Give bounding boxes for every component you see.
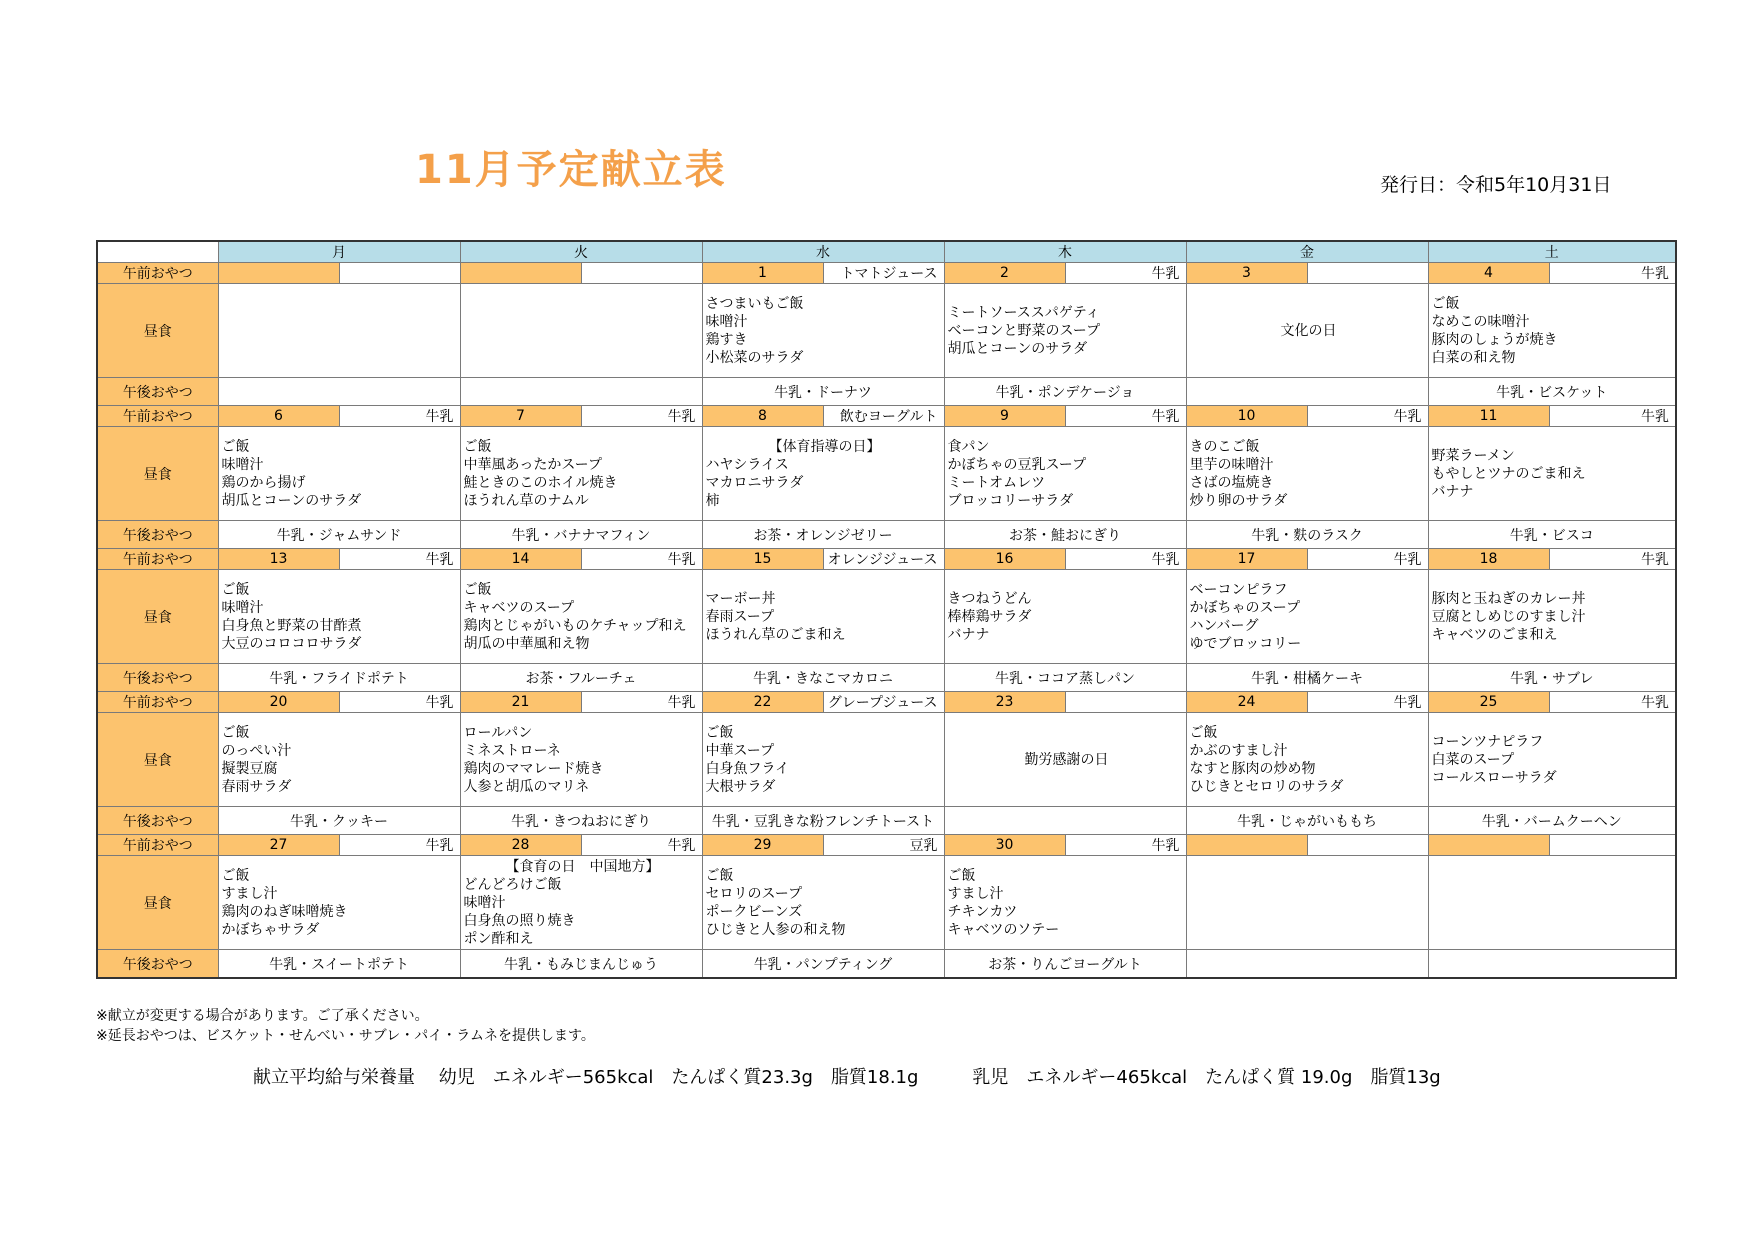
day-header-thu: 木	[944, 241, 1186, 263]
lunch-cell	[218, 713, 460, 807]
pm-snack: 牛乳・ビスケット	[1428, 378, 1676, 406]
lunch-item: 鶏すき	[705, 331, 748, 348]
pm-snack: 牛乳・ドーナツ	[702, 378, 944, 406]
lunch-item: 白菜のスープ	[1431, 751, 1515, 768]
pm-snack	[944, 807, 1186, 835]
lunch-item: ご飯	[221, 581, 250, 598]
date-number: 1	[702, 263, 823, 284]
row-label-pm: 午後おやつ	[97, 521, 218, 549]
date-number: 3	[1186, 263, 1307, 284]
date-number: 23	[944, 692, 1065, 713]
row-label-pm: 午後おやつ	[97, 378, 218, 406]
lunch-item: 炒り卵のサラダ	[1189, 492, 1288, 509]
lunch-item: 鶏肉とじゃがいものケチャップ和え	[463, 617, 687, 634]
lunch-item: バナナ	[947, 626, 990, 643]
lunch-cell	[1428, 427, 1676, 521]
pm-snack: 牛乳・ジャムサンド	[218, 521, 460, 549]
pm-snack-row	[97, 950, 1676, 979]
date-number: 16	[944, 549, 1065, 570]
lunch-row	[97, 713, 1676, 807]
lunch-item: 人参と胡瓜のマリネ	[463, 778, 590, 795]
lunch-item: バナナ	[1431, 483, 1474, 500]
issue-date: 発行日：令和5年10月31日	[1380, 174, 1612, 196]
lunch-item: ひじきと人参の和え物	[705, 921, 846, 938]
pm-snack	[460, 378, 702, 406]
pm-snack-row	[97, 378, 1676, 406]
lunch-item: 味噌汁	[705, 313, 748, 330]
am-snack-row	[97, 692, 1676, 713]
lunch-item: ミートオムレツ	[947, 474, 1046, 491]
lunch-item: キャベツのごま和え	[1431, 626, 1558, 643]
lunch-item: 味噌汁	[463, 894, 506, 911]
pm-snack	[1186, 378, 1428, 406]
pm-snack: 牛乳・パンプティング	[702, 950, 944, 979]
lunch-item: ご飯	[1431, 295, 1460, 312]
lunch-cell	[460, 284, 702, 378]
lunch-cell	[944, 570, 1186, 664]
lunch-item: きのこご飯	[1189, 438, 1260, 455]
lunch-item: 胡瓜とコーンのサラダ	[221, 492, 362, 509]
lunch-item: 大豆のコロコロサラダ	[221, 635, 362, 652]
lunch-item: ご飯	[705, 724, 734, 741]
corner-cell	[97, 241, 218, 263]
date-number: 21	[460, 692, 581, 713]
lunch-cell	[460, 570, 702, 664]
lunch-item: ご飯	[221, 724, 250, 741]
date-number: 24	[1186, 692, 1307, 713]
pm-snack: 牛乳・ココア蒸しパン	[944, 664, 1186, 692]
lunch-row	[97, 856, 1676, 950]
pm-snack: 牛乳・サブレ	[1428, 664, 1676, 692]
lunch-cell	[702, 856, 944, 950]
pm-snack-row	[97, 664, 1676, 692]
lunch-item: ロールパン	[463, 724, 533, 741]
lunch-cell	[944, 713, 1186, 807]
lunch-item: 大根サラダ	[705, 778, 776, 795]
lunch-cell	[702, 570, 944, 664]
row-label-am: 午前おやつ	[97, 549, 218, 570]
lunch-item: ご飯	[947, 867, 976, 884]
lunch-item: 春雨サラダ	[221, 778, 292, 795]
lunch-item: ご飯	[221, 867, 250, 884]
date-number: 28	[460, 835, 581, 856]
lunch-item: 鮭ときのこのホイル焼き	[463, 474, 618, 491]
day-header-wed: 水	[702, 241, 944, 263]
row-label-pm: 午後おやつ	[97, 664, 218, 692]
lunch-item: なめこの味噌汁	[1431, 313, 1530, 330]
row-label-lunch: 昼食	[97, 570, 218, 664]
lunch-item: 中華スープ	[705, 742, 775, 759]
lunch-item: ご飯	[463, 581, 492, 598]
pm-snack: お茶・りんごヨーグルト	[944, 950, 1186, 979]
am-snack: 牛乳	[1549, 263, 1676, 284]
lunch-item: かぼちゃの豆乳スープ	[947, 456, 1087, 473]
date-number: 20	[218, 692, 339, 713]
am-snack-row	[97, 835, 1676, 856]
pm-snack	[218, 378, 460, 406]
pm-snack: 牛乳・スイートポテト	[218, 950, 460, 979]
am-snack: 牛乳	[581, 835, 702, 856]
am-snack: 牛乳	[339, 549, 460, 570]
lunch-item: ご飯	[221, 438, 250, 455]
lunch-item: ブロッコリーサラダ	[947, 492, 1074, 509]
date-number	[1428, 835, 1549, 856]
am-snack: 牛乳	[581, 692, 702, 713]
am-snack-row	[97, 263, 1676, 284]
pm-snack: 牛乳・フライドポテト	[218, 664, 460, 692]
lunch-item: 食パン	[947, 438, 990, 455]
pm-snack: 牛乳・クッキー	[218, 807, 460, 835]
lunch-cell	[1428, 713, 1676, 807]
date-number: 29	[702, 835, 823, 856]
date-number: 17	[1186, 549, 1307, 570]
lunch-item: 鶏肉のねぎ味噌焼き	[221, 903, 348, 920]
day-header-fri: 金	[1186, 241, 1428, 263]
lunch-item: 胡瓜とコーンのサラダ	[947, 340, 1088, 357]
lunch-item: すまし汁	[947, 885, 1004, 902]
lunch-cell	[1186, 427, 1428, 521]
am-snack	[581, 263, 702, 284]
lunch-item: 胡瓜の中華風和え物	[463, 635, 590, 652]
lunch-item: 白身魚フライ	[705, 760, 790, 777]
date-number: 10	[1186, 406, 1307, 427]
row-label-lunch: 昼食	[97, 713, 218, 807]
am-snack-row	[97, 549, 1676, 570]
lunch-item: 白身魚と野菜の甘酢煮	[221, 617, 362, 634]
day-header-row	[97, 241, 1676, 263]
lunch-cell	[1428, 284, 1676, 378]
am-snack: 牛乳	[1549, 406, 1676, 427]
lunch-item: きつねうどん	[947, 590, 1032, 607]
pm-snack: 牛乳・きなこマカロニ	[702, 664, 944, 692]
row-label-am: 午前おやつ	[97, 835, 218, 856]
am-snack	[339, 263, 460, 284]
lunch-item: ほうれん草のごま和え	[705, 626, 846, 643]
date-number: 6	[218, 406, 339, 427]
lunch-item: 豚肉のしょうが焼き	[1431, 331, 1558, 348]
lunch-item: ご飯	[463, 438, 492, 455]
am-snack: 飲むヨーグルト	[823, 406, 944, 427]
lunch-item: ほうれん草のナムル	[463, 492, 589, 509]
day-header-mon: 月	[218, 241, 460, 263]
date-number: 4	[1428, 263, 1549, 284]
lunch-item: 野菜ラーメン	[1431, 447, 1515, 464]
lunch-item: さつまいもご飯	[705, 295, 804, 312]
pm-snack: 牛乳・じゃがいももち	[1186, 807, 1428, 835]
pm-snack-row	[97, 521, 1676, 549]
row-label-pm: 午後おやつ	[97, 950, 218, 979]
lunch-item: 豆腐としめじのすまし汁	[1431, 608, 1586, 625]
lunch-item: ミネストローネ	[463, 742, 561, 759]
date-number	[218, 263, 339, 284]
lunch-cell	[1428, 570, 1676, 664]
am-snack: 牛乳	[1065, 406, 1186, 427]
lunch-item: かぶのすまし汁	[1189, 742, 1288, 759]
lunch-item: 勤労感謝の日	[1024, 751, 1109, 768]
lunch-cell	[218, 856, 460, 950]
lunch-item: 棒棒鶏サラダ	[947, 608, 1032, 625]
lunch-item: 【食育の日 中国地方】	[505, 858, 660, 875]
lunch-item: ご飯	[1189, 724, 1218, 741]
am-snack: 牛乳	[1549, 692, 1676, 713]
lunch-item: マーボー丼	[705, 590, 776, 607]
am-snack: 牛乳	[1065, 835, 1186, 856]
am-snack: 牛乳	[339, 692, 460, 713]
lunch-item: もやしとツナのごま和え	[1431, 465, 1586, 482]
pm-snack: 牛乳・柑橘ケーキ	[1186, 664, 1428, 692]
lunch-item: どんどろけご飯	[463, 876, 562, 893]
pm-snack	[1186, 950, 1428, 979]
day-header-sat: 土	[1428, 241, 1676, 263]
row-label-pm: 午後おやつ	[97, 807, 218, 835]
am-snack	[1307, 835, 1428, 856]
menu-table	[96, 240, 1677, 979]
row-label-am: 午前おやつ	[97, 692, 218, 713]
lunch-cell	[944, 856, 1186, 950]
lunch-item: のっぺい汁	[221, 742, 292, 759]
row-label-lunch: 昼食	[97, 856, 218, 950]
row-label-am: 午前おやつ	[97, 406, 218, 427]
pm-snack: お茶・フルーチェ	[460, 664, 702, 692]
lunch-item: セロリのスープ	[705, 885, 803, 902]
lunch-item: ポン酢和え	[463, 930, 534, 947]
row-label-am: 午前おやつ	[97, 263, 218, 284]
date-number: 9	[944, 406, 1065, 427]
am-snack	[1549, 835, 1676, 856]
lunch-cell	[702, 713, 944, 807]
date-number	[460, 263, 581, 284]
lunch-item: コールスローサラダ	[1431, 769, 1557, 786]
lunch-item: 豚肉と玉ねぎのカレー丼	[1431, 590, 1586, 607]
pm-snack: お茶・鮭おにぎり	[944, 521, 1186, 549]
lunch-cell	[218, 427, 460, 521]
lunch-item: 柿	[705, 492, 720, 509]
notes	[96, 1006, 595, 1046]
date-number: 15	[702, 549, 823, 570]
lunch-cell	[460, 427, 702, 521]
lunch-cell	[1186, 570, 1428, 664]
date-number: 25	[1428, 692, 1549, 713]
pm-snack: 牛乳・ビスコ	[1428, 521, 1676, 549]
date-number: 7	[460, 406, 581, 427]
lunch-item: チキンカツ	[947, 903, 1018, 920]
pm-snack: 牛乳・麩のラスク	[1186, 521, 1428, 549]
pm-snack: 牛乳・豆乳きな粉フレンチトースト	[702, 807, 944, 835]
lunch-item: キャベツのソテー	[947, 921, 1060, 938]
date-number: 11	[1428, 406, 1549, 427]
lunch-cell	[218, 570, 460, 664]
lunch-item: ご飯	[705, 867, 734, 884]
lunch-cell	[944, 427, 1186, 521]
lunch-item: 小松菜のサラダ	[705, 349, 804, 366]
lunch-item: 味噌汁	[221, 456, 264, 473]
lunch-item: ハンバーグ	[1189, 617, 1259, 634]
lunch-item: マカロニサラダ	[705, 474, 804, 491]
lunch-item: ゆでブロッコリー	[1189, 635, 1302, 652]
date-number: 18	[1428, 549, 1549, 570]
am-snack: 牛乳	[339, 406, 460, 427]
nutrition-summary: 献立平均給与栄養量 幼児 エネルギー565kcal たんぱく質23.3g 脂質18.1g 乳児 エネルギー465kcal たんぱく質 19.0g 脂質13g	[253, 1067, 1441, 1088]
am-snack: トマトジュース	[823, 263, 944, 284]
pm-snack-row	[97, 807, 1676, 835]
lunch-item: 白身魚の照り焼き	[463, 912, 576, 929]
row-label-lunch: 昼食	[97, 284, 218, 378]
lunch-item: 【体育指導の日】	[768, 438, 881, 455]
am-snack: グレープジュース	[823, 692, 944, 713]
am-snack: オレンジジュース	[823, 549, 944, 570]
lunch-item: ベーコンピラフ	[1189, 581, 1288, 598]
row-label-lunch: 昼食	[97, 427, 218, 521]
am-snack	[1065, 692, 1186, 713]
date-number: 27	[218, 835, 339, 856]
lunch-cell	[460, 713, 702, 807]
date-number	[1186, 835, 1307, 856]
am-snack: 牛乳	[1307, 406, 1428, 427]
pm-snack: 牛乳・バームクーヘン	[1428, 807, 1676, 835]
lunch-item: ポークビーンズ	[705, 903, 803, 920]
lunch-cell	[1186, 284, 1428, 378]
lunch-item: コーンツナピラフ	[1431, 733, 1544, 750]
lunch-item: かぼちゃサラダ	[221, 921, 320, 938]
lunch-item: 鶏肉のママレード焼き	[463, 760, 604, 777]
lunch-item: ミートソーススパゲティ	[947, 304, 1100, 321]
date-number: 2	[944, 263, 1065, 284]
am-snack: 牛乳	[581, 549, 702, 570]
lunch-item: 鶏のから揚げ	[221, 474, 306, 491]
lunch-item: さばの塩焼き	[1189, 474, 1274, 491]
page-title: 11月予定献立表	[415, 147, 727, 193]
lunch-item: かぼちゃのスープ	[1189, 599, 1301, 616]
lunch-cell	[1428, 856, 1676, 950]
lunch-item: 春雨スープ	[705, 608, 775, 625]
lunch-cell	[460, 856, 702, 950]
date-number: 8	[702, 406, 823, 427]
lunch-item: すまし汁	[221, 885, 278, 902]
pm-snack: 牛乳・きつねおにぎり	[460, 807, 702, 835]
lunch-row	[97, 427, 1676, 521]
lunch-cell	[702, 427, 944, 521]
date-number: 14	[460, 549, 581, 570]
am-snack: 牛乳	[1549, 549, 1676, 570]
date-number: 30	[944, 835, 1065, 856]
day-header-tue: 火	[460, 241, 702, 263]
lunch-item: 文化の日	[1280, 322, 1337, 339]
am-snack: 牛乳	[581, 406, 702, 427]
lunch-item: なすと豚肉の炒め物	[1189, 760, 1316, 777]
am-snack-row	[97, 406, 1676, 427]
lunch-cell	[1186, 713, 1428, 807]
lunch-item: 中華風あったかスープ	[463, 456, 602, 473]
am-snack: 牛乳	[1307, 692, 1428, 713]
lunch-cell	[1186, 856, 1428, 950]
am-snack: 牛乳	[1065, 263, 1186, 284]
lunch-row	[97, 570, 1676, 664]
lunch-item: 白菜の和え物	[1431, 349, 1516, 366]
date-number: 22	[702, 692, 823, 713]
lunch-item: キャベツのスープ	[463, 599, 575, 616]
pm-snack: 牛乳・ポンデケージョ	[944, 378, 1186, 406]
am-snack: 牛乳	[1065, 549, 1186, 570]
note-line: ※献立が変更する場合があります。ご了承ください。	[96, 1008, 429, 1024]
lunch-cell	[702, 284, 944, 378]
lunch-item: ひじきとセロリのサラダ	[1189, 778, 1344, 795]
lunch-item: ハヤシライス	[705, 456, 789, 473]
pm-snack: お茶・オレンジゼリー	[702, 521, 944, 549]
am-snack: 牛乳	[1307, 549, 1428, 570]
lunch-cell	[218, 284, 460, 378]
lunch-item: 擬製豆腐	[221, 760, 278, 777]
date-number: 13	[218, 549, 339, 570]
am-snack: 牛乳	[339, 835, 460, 856]
lunch-row	[97, 284, 1676, 378]
note-line: ※延長おやつは、ビスケット・せんべい・サブレ・パイ・ラムネを提供します。	[96, 1028, 595, 1044]
pm-snack	[1428, 950, 1676, 979]
lunch-item: 味噌汁	[221, 599, 264, 616]
lunch-item: ベーコンと野菜のスープ	[947, 322, 1101, 339]
pm-snack: 牛乳・バナナマフィン	[460, 521, 702, 549]
am-snack: 豆乳	[823, 835, 944, 856]
pm-snack: 牛乳・もみじまんじゅう	[460, 950, 702, 979]
lunch-cell	[944, 284, 1186, 378]
am-snack	[1307, 263, 1428, 284]
lunch-item: 里芋の味噌汁	[1189, 456, 1274, 473]
